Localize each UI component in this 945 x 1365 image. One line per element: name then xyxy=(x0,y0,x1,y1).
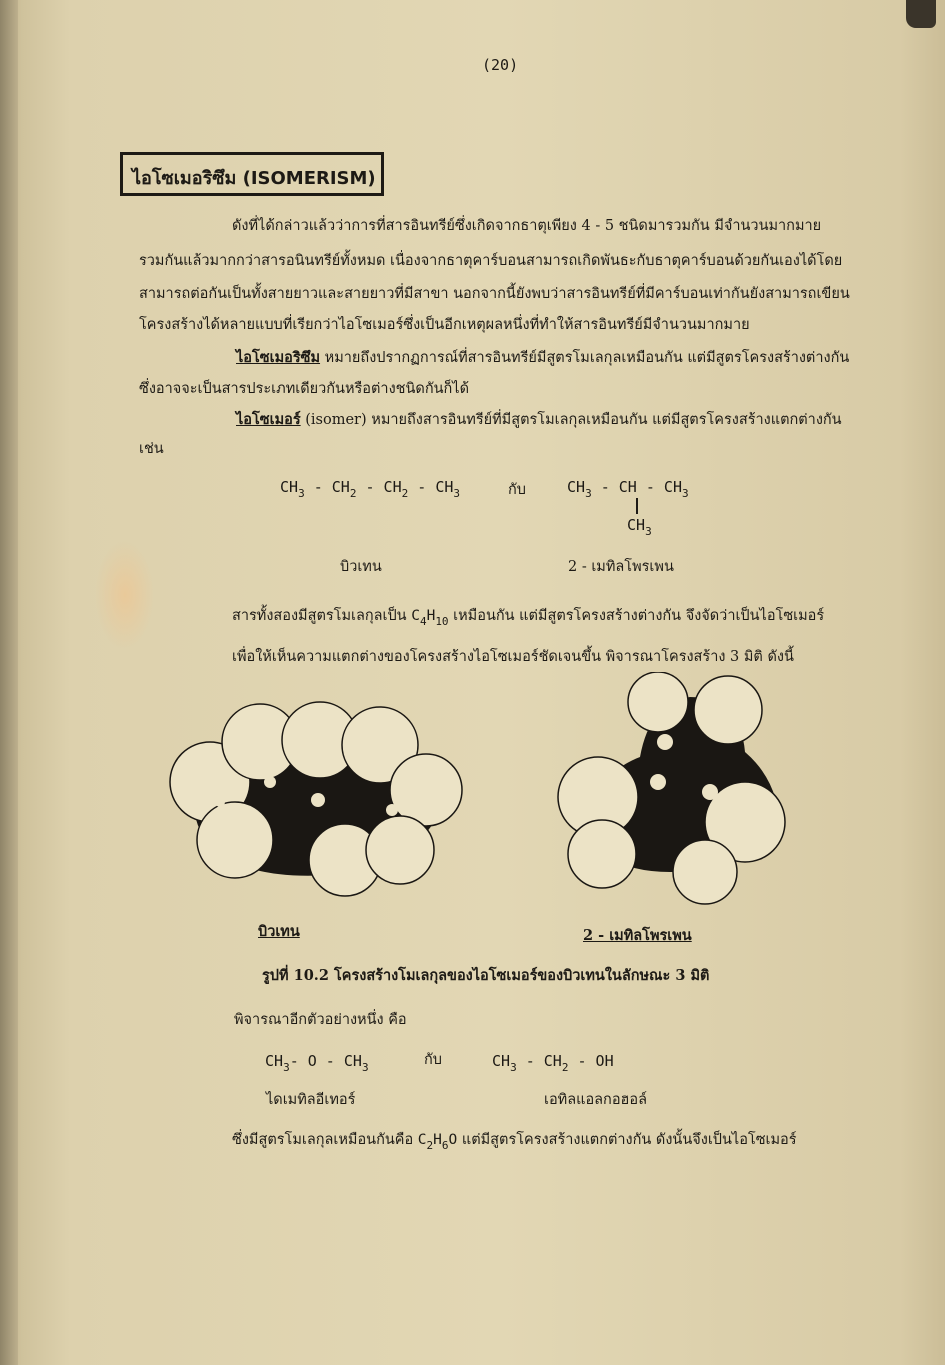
butane-name: บิวเทน xyxy=(340,559,382,575)
ethanol-name: เอทิลแอลกอฮอล์ xyxy=(544,1092,647,1108)
ether-formula: $CH_3-$ O - $CH_3$ xyxy=(265,1052,369,1074)
sentence-part: เหมือนกัน แต่มีสูตรโครงสร้างต่างกัน จึงจัดว่าเป็นไอโซเมอร์ xyxy=(453,608,825,624)
sentence-part: แต่มีสูตรโครงสร้างแตกต่างกัน ดังนั้นจึงเป็นไอโซเมอร์ xyxy=(461,1132,797,1148)
definition-isomer xyxy=(236,408,842,431)
methylpropane-formula: $CH_3$ - CH - $CH_3$ xyxy=(567,478,689,500)
butane-formula: $CH_3 - CH_2 - CH_2 - CH_3$ xyxy=(280,478,461,500)
molecular-formula: $C_4H_{10}$ xyxy=(411,608,449,628)
book-spine-shadow xyxy=(0,0,18,1365)
connector-text: กับ xyxy=(508,482,526,498)
corner-mark xyxy=(906,0,936,28)
sentence-part: สารทั้งสองมีสูตรโมเลกุลเป็น xyxy=(232,608,407,624)
methylpropane-3d-model xyxy=(540,672,800,907)
butane-3d-model xyxy=(160,690,480,905)
figure-caption: รูปที่ 10.2 โครงสร้างโมเลกุลของไอโซเมอร์ของบิวเทนในลักษณะ 3 มิติ xyxy=(262,967,710,984)
methyl-branch: $CH_3$ xyxy=(627,516,652,538)
paragraph-line: สามารถต่อกันเป็นทั้งสายยาวและสายยาวที่มีสาขา นอกจากนี้ยังพบว่าสารอินทรีย์ที่มีคาร์บอนเท่ากันยังสามารถเขียน xyxy=(139,286,850,302)
definition-isomerism xyxy=(236,346,849,369)
term-isomerism: ไอโซเมอริซึม xyxy=(236,349,321,366)
definition-line: เช่น xyxy=(139,441,164,457)
paragraph-line: รวมกันแล้วมากกว่าสารอนินทรีย์ทั้งหมด เนื่องจากธาตุคาร์บอนสามารถเกิดพันธะกับธาตุคาร์บอนด้วยกันเองได้โดย xyxy=(139,253,843,269)
page-number: (20) xyxy=(482,56,519,74)
definition-text: (isomer) หมายถึงสารอินทรีย์ที่มีสูตรโมเลกุลเหมือนกัน แต่มีสูตรโครงสร้างแตกต่างกัน xyxy=(300,412,842,428)
sentence-part: ซึ่งมีสูตรโมเลกุลเหมือนกันคือ xyxy=(232,1132,414,1148)
molecular-formula: $C_2H_6O$ xyxy=(417,1132,458,1152)
paragraph-line: ดังที่ได้กล่าวแล้วว่าการที่สารอินทรีย์ซึ่งเกิดจากธาตุเพียง 4 - 5 ชนิดมารวมกัน มีจำนวนมากมาย xyxy=(232,218,822,234)
paragraph-line: เพื่อให้เห็นความแตกต่างของโครงสร้างไอโซเมอร์ชัดเจนขึ้น พิจารณาโครงสร้าง 3 มิติ ดังนี้ xyxy=(232,649,794,665)
paper-stain xyxy=(95,540,155,650)
ether-name: ไดเมทิลอีเทอร์ xyxy=(266,1092,356,1108)
formula-sentence xyxy=(232,604,824,628)
branch-bond xyxy=(636,498,638,514)
figure-label-butane: บิวเทน xyxy=(258,923,300,940)
paragraph-line: โครงสร้างได้หลายแบบที่เรียกว่าไอโซเมอร์ซึ่งเป็นอีกเหตุผลหนึ่งที่ทำให้สารอินทรีย์มีจำนวนมากมาย xyxy=(139,317,750,333)
final-sentence xyxy=(232,1128,797,1152)
connector-text: กับ xyxy=(424,1052,442,1068)
ethanol-formula: $CH_3 - CH_2$ - OH xyxy=(492,1052,614,1074)
example-intro: พิจารณาอีกตัวอย่างหนึ่ง คือ xyxy=(234,1012,407,1028)
definition-text: หมายถึงปรากฏการณ์ที่สารอินทรีย์มีสูตรโมเลกุลเหมือนกัน แต่มีสูตรโครงสร้างต่างกัน xyxy=(320,350,850,366)
methylpropane-name: 2 - เมทิลโพรเพน xyxy=(568,559,674,575)
term-isomer: ไอโซเมอร์ xyxy=(236,411,301,428)
section-title: ไอโซเมอริซึม (ISOMERISM) xyxy=(132,168,376,189)
definition-line: ซึ่งอาจจะเป็นสารประเภทเดียวกันหรือต่างชนิดกันก็ได้ xyxy=(139,381,470,397)
figure-label-methylpropane: 2 - เมทิลโพรเพน xyxy=(583,927,692,944)
